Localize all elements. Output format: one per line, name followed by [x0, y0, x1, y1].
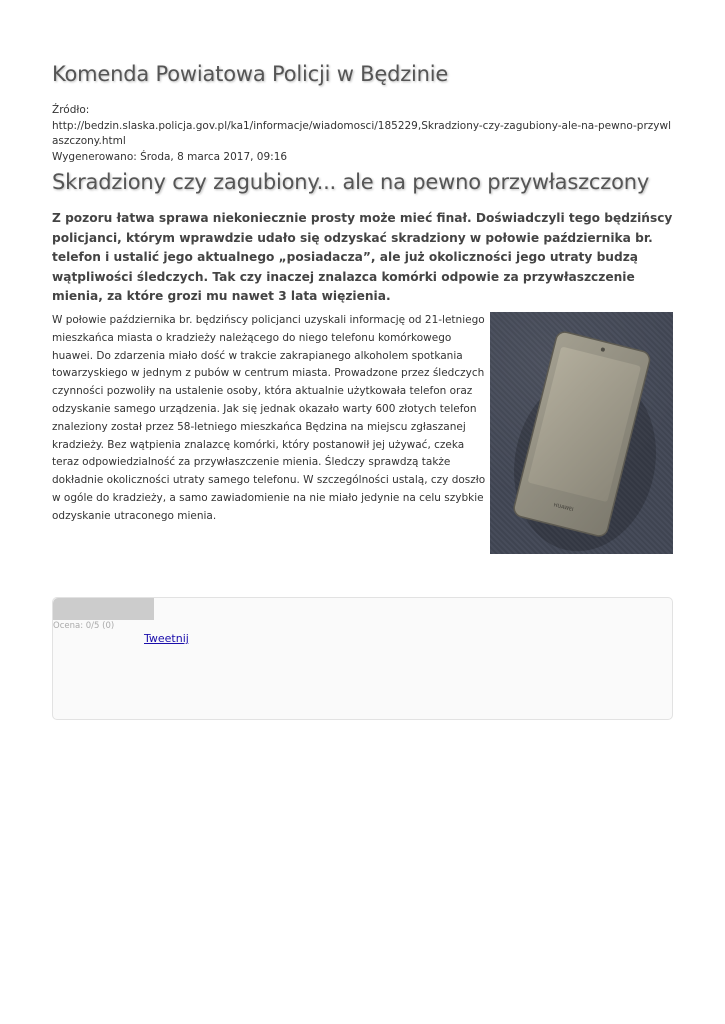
source-url: http://bedzin.slaska.policja.gov.pl/ka1/informacje/wiadomosci/185229,Skradziony-czy-zagubiony-ale-na-pewno-przywlaszczony.html: [52, 119, 671, 147]
generated-date: Wygenerowano: Środa, 8 marca 2017, 09:16: [52, 150, 288, 163]
article-body: W połowie października br. będzińscy policjanci uzyskali informację od 21-letniego mieszkańca miasta o kradzieży należącego do niego telefonu komórkowego huawei. Do zdarzenia miało dość w trakcie zakrapianego alkoholem spotkania towarzyskiego w jednym z pubów w centrum miasta. Prowadzone przez śledczych czynności pozwoliły na ustalenie osoby, która aktualnie użytkowała telefon oraz odzyskanie samego urządzenia. Jak się jednak okazało warty 600 złotych telefon znaleziony został przez 58-letniego mieszkańca Będzina na miejscu zgłaszanej kradzieży. Bez wątpienia znalazcę komórki, który postanowił jej używać, czeka teraz odpowiedzialność za przywłaszczenie mienia. Śledczy sprawdzą także dokładnie okoliczności utraty samego telefonu. W szczególności ustalą, czy doszło w ogóle do kradzieży, a samo zawiadomienie na nie miało jedynie na celu szybkie odzyskanie utraconego mienia.: [52, 314, 486, 522]
rating-box: [52, 597, 673, 720]
article-lead: Z pozoru łatwa sprawa niekoniecznie prosty może mieć finał. Doświadczyli tego będzińscy policjanci, którym wprawdzie udało się odzyskać skradziony w połowie października br. telefon i ustalić jego aktualnego „posiadacza”, ale już okoliczności jego utraty budzą wątpliwości śledczych. Tak czy inaczej znalazca komórki odpowie za przywłaszczenie mienia, za które grozi mu nawet 3 lata więzienia.: [52, 211, 673, 303]
rating-stars-bar[interactable]: [53, 598, 154, 620]
phone-image: [490, 312, 673, 554]
source-meta: [52, 103, 673, 165]
article-photo: [490, 312, 673, 554]
phone-brand: HUAWEI: [552, 502, 574, 514]
rating-text: Ocena: 0/5 (0): [53, 621, 115, 631]
article-title: Skradziony czy zagubiony... ale na pewno przywłaszczony: [52, 170, 650, 194]
source-label: Źródło:: [52, 104, 90, 116]
tweet-link[interactable]: Tweetnij: [144, 632, 189, 645]
site-title: Komenda Powiatowa Policji w Będzinie: [52, 62, 449, 86]
